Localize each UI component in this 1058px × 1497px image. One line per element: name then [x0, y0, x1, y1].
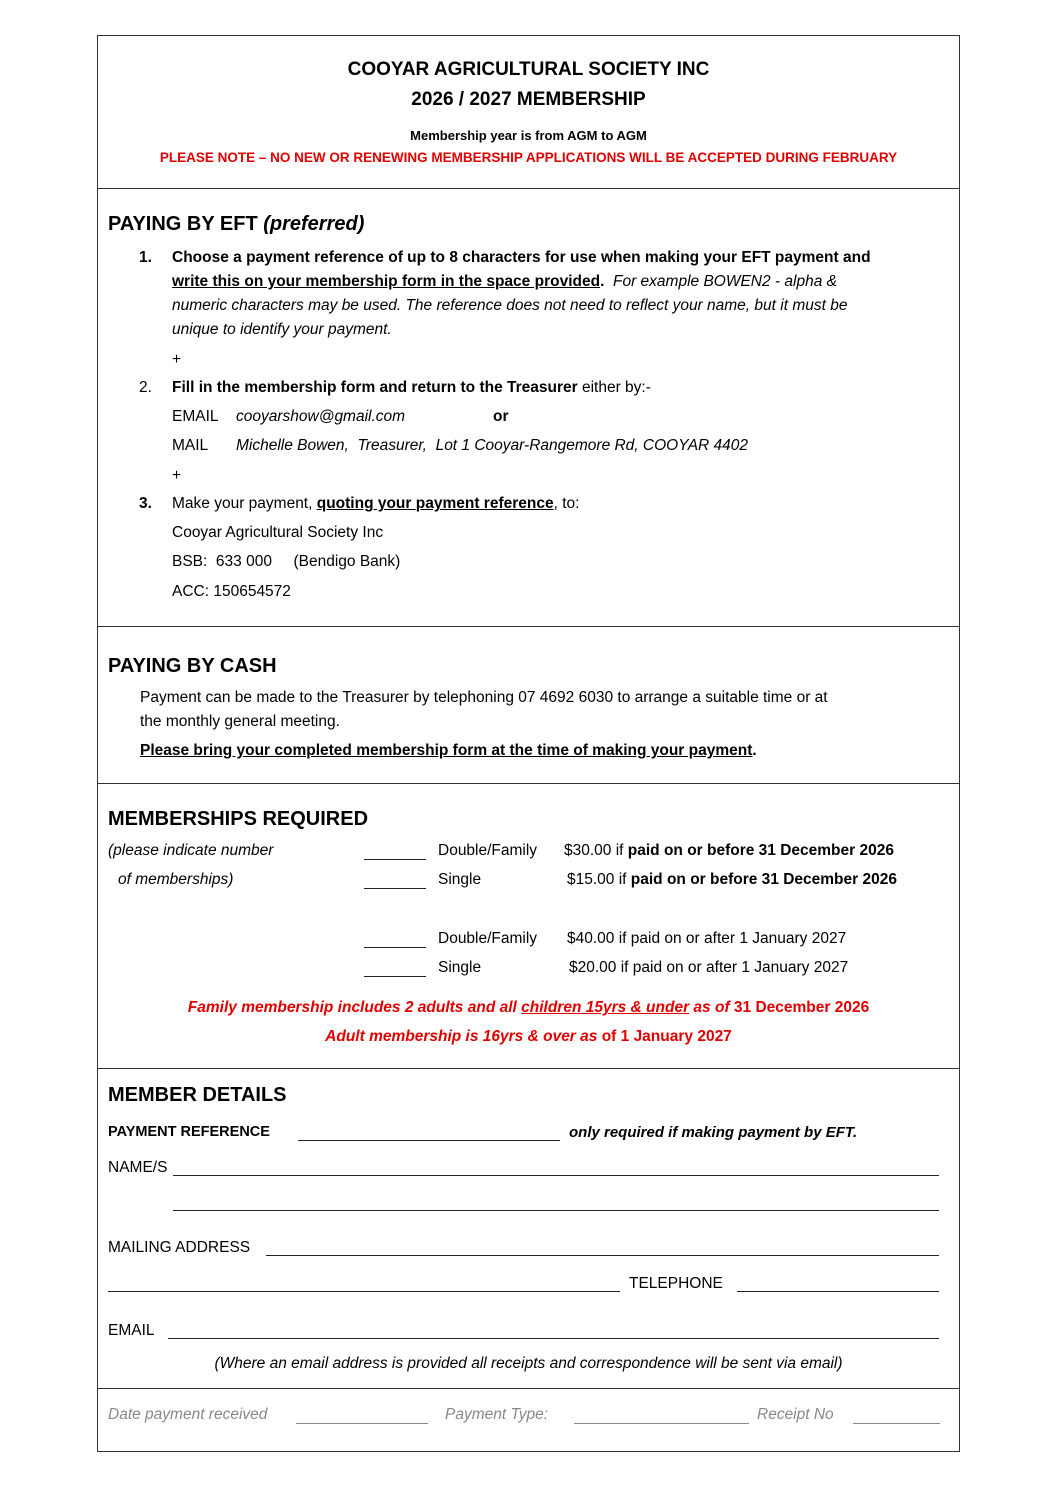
- cash-heading: PAYING BY CASH: [108, 655, 277, 677]
- telephone-label: TELEPHONE: [629, 1275, 723, 1292]
- date-received-label: Date payment received: [108, 1406, 268, 1423]
- adult-membership-note: [98, 1028, 959, 1046]
- names-field-1[interactable]: [173, 1175, 939, 1176]
- row-price: $40.00 if paid on or after 1 January 2027: [567, 930, 847, 947]
- payment-type-label: Payment Type:: [445, 1406, 549, 1423]
- period: .: [752, 742, 757, 759]
- step1-line4: unique to identify your payment.: [172, 321, 392, 338]
- step1-line3: numeric characters may be used. The reference does not need to reflect your name, but it must be: [172, 297, 848, 314]
- payment-reference-label: PAYMENT REFERENCE: [108, 1124, 270, 1140]
- bring-form-text: Please bring your completed membership form at the time of making your payment: [140, 742, 753, 759]
- names-field-2[interactable]: [173, 1210, 939, 1211]
- row-type: Double/Family: [438, 930, 538, 947]
- account-number: ACC: 150654572: [172, 583, 291, 600]
- eft-heading: [108, 213, 364, 236]
- step1-line2: [172, 273, 837, 291]
- step2-rest: either by:-: [577, 379, 651, 396]
- family-note-a: Family membership includes 2 adults and all: [187, 999, 522, 1016]
- section-cash: [98, 627, 959, 784]
- mailing-address-field-2[interactable]: [108, 1291, 620, 1292]
- names-label: NAME/S: [108, 1159, 168, 1176]
- email-note: (Where an email address is provided all receipts and correspondence will be sent via email): [214, 1355, 843, 1372]
- price: $30.00 if: [564, 842, 628, 859]
- section-office-use: [98, 1389, 959, 1451]
- mail-address: Michelle Bowen, Treasurer, Lot 1 Cooyar-Rangemore Rd, COOYAR 4402: [236, 437, 749, 454]
- section-member-details: [98, 1069, 959, 1389]
- section-memberships: [98, 784, 959, 1069]
- memberships-note-2: of memberships): [118, 871, 234, 888]
- adult-note-a: Adult membership is 16yrs & over as: [325, 1028, 602, 1045]
- details-heading: MEMBER DETAILS: [108, 1084, 287, 1106]
- quantity-field-single-early[interactable]: [364, 888, 426, 889]
- telephone-field[interactable]: [737, 1291, 939, 1292]
- email-link[interactable]: cooyarshow@gmail.com: [236, 408, 406, 425]
- row-type: Double/Family: [438, 842, 538, 859]
- mailing-address-field-1[interactable]: [266, 1255, 939, 1256]
- family-note-date: 31 December 2026: [733, 999, 870, 1016]
- step2-text: [172, 379, 651, 397]
- email-label: EMAIL: [172, 408, 219, 425]
- step3-number: 3.: [139, 495, 152, 512]
- adult-note-date: of 1 January 2027: [601, 1028, 732, 1045]
- bsb-number: BSB: 633 000 (Bendigo Bank): [172, 553, 401, 570]
- row-price: $20.00 if paid on or after 1 January 2027: [569, 959, 849, 976]
- quantity-field-double-early[interactable]: [364, 859, 426, 860]
- cash-bring-note: [140, 742, 757, 760]
- memberships-note-1: (please indicate number: [108, 842, 274, 859]
- section-eft: [98, 189, 959, 627]
- step3-underlined: quoting your payment reference: [316, 495, 554, 512]
- form-title: 2026 / 2027 MEMBERSHIP: [411, 89, 646, 110]
- step3-post: , to:: [553, 495, 580, 512]
- step3-pre: Make your payment,: [172, 495, 317, 512]
- step3-text: [172, 495, 579, 513]
- condition: paid on or before 31 December 2026: [627, 842, 894, 859]
- row-type: Single: [438, 959, 482, 976]
- date-received-field[interactable]: [296, 1423, 428, 1424]
- plus-sign: +: [172, 351, 182, 368]
- or-text: or: [493, 408, 509, 425]
- memberships-heading: MEMBERSHIPS REQUIRED: [108, 808, 369, 830]
- eft-preferred-note: (preferred): [263, 213, 365, 235]
- step2-bold: Fill in the membership form and return to the Treasurer: [172, 379, 578, 396]
- payment-reference-note: only required if making payment by EFT.: [569, 1124, 858, 1141]
- membership-form: [97, 35, 960, 1452]
- february-notice: PLEASE NOTE – NO NEW OR RENEWING MEMBERSHIP APPLICATIONS WILL BE ACCEPTED DURING FEBRUARY: [159, 150, 898, 165]
- family-note-underlined: children 15yrs & under: [521, 999, 690, 1016]
- row-type: Single: [438, 871, 482, 888]
- eft-heading-text: PAYING BY EFT: [108, 213, 258, 235]
- quantity-field-double-late[interactable]: [364, 947, 426, 948]
- membership-year-note: Membership year is from AGM to AGM: [410, 128, 647, 143]
- row-price: [564, 842, 894, 860]
- step1-number: 1.: [139, 249, 152, 266]
- step1-underlined: write this on your membership form in the space provided: [172, 273, 601, 290]
- step1-example: For example BOWEN2 - alpha &: [613, 273, 837, 290]
- family-note-b: as of: [689, 999, 734, 1016]
- cash-line2: the monthly general meeting.: [140, 713, 340, 730]
- plus-sign: +: [172, 467, 182, 484]
- account-name: Cooyar Agricultural Society Inc: [172, 524, 384, 541]
- receipt-no-field[interactable]: [853, 1423, 940, 1424]
- period: .: [600, 273, 605, 290]
- payment-type-field[interactable]: [574, 1423, 749, 1424]
- email-field[interactable]: [168, 1338, 939, 1339]
- org-name: COOYAR AGRICULTURAL SOCIETY INC: [347, 59, 710, 80]
- quantity-field-single-late[interactable]: [364, 976, 426, 977]
- mailing-address-label: MAILING ADDRESS: [108, 1239, 251, 1256]
- step1-bold-text: Choose a payment reference of up to 8 characters for use when making your EFT payment and: [172, 249, 871, 266]
- family-membership-note: [98, 999, 959, 1017]
- email-label: EMAIL: [108, 1322, 155, 1339]
- payment-reference-field[interactable]: [298, 1140, 560, 1141]
- mail-label: MAIL: [172, 437, 209, 454]
- row-price: [567, 871, 897, 889]
- condition: paid on or before 31 December 2026: [630, 871, 897, 888]
- form-header: [98, 36, 959, 189]
- receipt-no-label: Receipt No: [757, 1406, 834, 1423]
- price: $15.00 if: [567, 871, 631, 888]
- step2-number: 2.: [139, 379, 152, 396]
- cash-line1: Payment can be made to the Treasurer by telephoning 07 4692 6030 to arrange a suitable time or at: [140, 689, 828, 706]
